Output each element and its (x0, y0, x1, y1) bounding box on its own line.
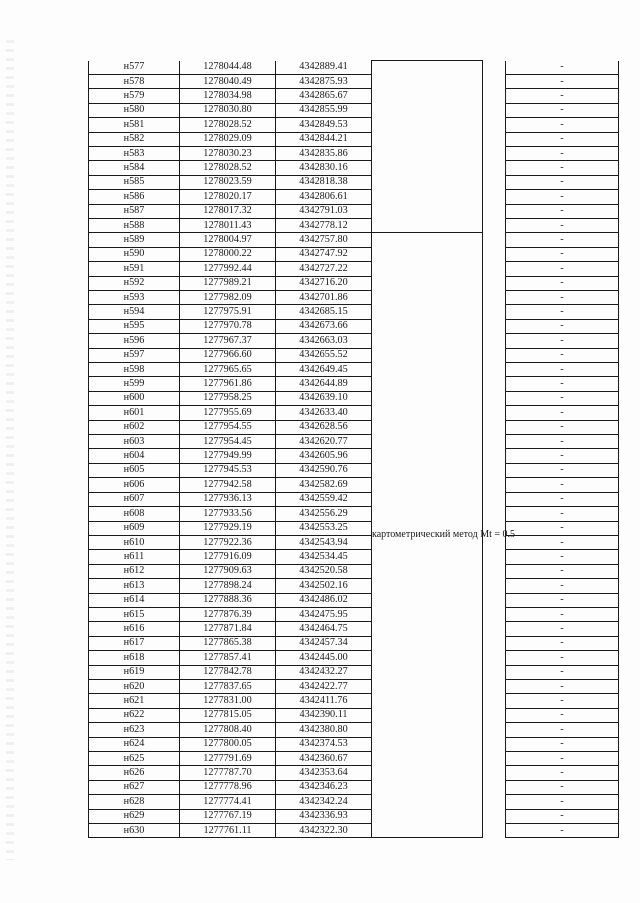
x-coordinate-cell: 1277965.65 (180, 363, 276, 377)
value-cell: - (506, 651, 619, 665)
table-row (89, 737, 619, 751)
y-coordinate-cell: 4342875.93 (276, 74, 372, 88)
value-cell: - (506, 89, 619, 103)
method-cell-top (372, 61, 483, 233)
x-coordinate-cell: 1277871.84 (180, 622, 276, 636)
value-cell: - (506, 579, 619, 593)
y-coordinate-cell: 4342520.58 (276, 564, 372, 578)
table-row (89, 766, 619, 780)
x-coordinate-cell: 1277942.58 (180, 478, 276, 492)
value-cell: - (506, 478, 619, 492)
point-id-cell: н590 (89, 247, 180, 261)
y-coordinate-cell: 4342556.29 (276, 507, 372, 521)
x-coordinate-cell: 1277909.63 (180, 564, 276, 578)
table-row (89, 74, 619, 88)
table-row (89, 435, 619, 449)
y-coordinate-cell: 4342360.67 (276, 752, 372, 766)
y-coordinate-cell: 4342639.10 (276, 391, 372, 405)
point-id-cell: н616 (89, 622, 180, 636)
table-row (89, 406, 619, 420)
y-coordinate-cell: 4342322.30 (276, 824, 372, 838)
value-cell: - (506, 593, 619, 607)
value-cell: - (506, 492, 619, 506)
value-cell: - (506, 622, 619, 636)
table-row (89, 377, 619, 391)
value-cell: - (506, 752, 619, 766)
point-id-cell: н610 (89, 535, 180, 549)
x-coordinate-cell: 1277982.09 (180, 291, 276, 305)
y-coordinate-cell: 4342432.27 (276, 665, 372, 679)
value-cell: - (506, 247, 619, 261)
table-row (89, 233, 619, 247)
y-coordinate-cell: 4342590.76 (276, 463, 372, 477)
y-coordinate-cell: 4342844.21 (276, 132, 372, 146)
value-cell: - (506, 665, 619, 679)
y-coordinate-cell: 4342475.95 (276, 607, 372, 621)
table-row (89, 708, 619, 722)
table-row (89, 118, 619, 132)
value-cell: - (506, 348, 619, 362)
point-id-cell: н595 (89, 319, 180, 333)
y-coordinate-cell: 4342757.80 (276, 233, 372, 247)
x-coordinate-cell: 1277955.69 (180, 406, 276, 420)
table-row (89, 593, 619, 607)
x-coordinate-cell: 1277961.86 (180, 377, 276, 391)
value-cell: - (506, 507, 619, 521)
table-row (89, 103, 619, 117)
x-coordinate-cell: 1277954.45 (180, 435, 276, 449)
y-coordinate-cell: 4342889.41 (276, 61, 372, 75)
x-coordinate-cell: 1277989.21 (180, 276, 276, 290)
point-id-cell: н630 (89, 824, 180, 838)
y-coordinate-cell: 4342865.67 (276, 89, 372, 103)
table-row (89, 694, 619, 708)
y-coordinate-cell: 4342559.42 (276, 492, 372, 506)
point-id-cell: н627 (89, 780, 180, 794)
y-coordinate-cell: 4342380.80 (276, 723, 372, 737)
value-cell: - (506, 146, 619, 160)
point-id-cell: н618 (89, 651, 180, 665)
y-coordinate-cell: 4342422.77 (276, 679, 372, 693)
y-coordinate-cell: 4342644.89 (276, 377, 372, 391)
value-cell: - (506, 218, 619, 232)
table-row (89, 809, 619, 823)
point-id-cell: н612 (89, 564, 180, 578)
table-row (89, 247, 619, 261)
x-coordinate-cell: 1277992.44 (180, 262, 276, 276)
y-coordinate-cell: 4342791.03 (276, 204, 372, 218)
table-row (89, 752, 619, 766)
table-row (89, 780, 619, 794)
y-coordinate-cell: 4342747.92 (276, 247, 372, 261)
table-row (89, 622, 619, 636)
x-coordinate-cell: 1277876.39 (180, 607, 276, 621)
point-id-cell: н598 (89, 363, 180, 377)
x-coordinate-cell: 1277954.55 (180, 420, 276, 434)
table-row (89, 319, 619, 333)
point-id-cell: н584 (89, 161, 180, 175)
point-id-cell: н593 (89, 291, 180, 305)
point-id-cell: н607 (89, 492, 180, 506)
table-row (89, 636, 619, 650)
point-id-cell: н611 (89, 550, 180, 564)
value-cell: - (506, 132, 619, 146)
value-cell: - (506, 795, 619, 809)
y-coordinate-cell: 4342685.15 (276, 305, 372, 319)
x-coordinate-cell: 1277837.65 (180, 679, 276, 693)
point-id-cell: н617 (89, 636, 180, 650)
x-coordinate-cell: 1278030.80 (180, 103, 276, 117)
value-cell: - (506, 319, 619, 333)
value-cell: - (506, 607, 619, 621)
point-id-cell: н613 (89, 579, 180, 593)
x-coordinate-cell: 1277967.37 (180, 334, 276, 348)
y-coordinate-cell: 4342649.45 (276, 363, 372, 377)
point-id-cell: н585 (89, 175, 180, 189)
table-row (89, 363, 619, 377)
x-coordinate-cell: 1278004.97 (180, 233, 276, 247)
table-row (89, 507, 619, 521)
x-coordinate-cell: 1277898.24 (180, 579, 276, 593)
table-row (89, 334, 619, 348)
value-cell: - (506, 535, 619, 549)
value-cell: - (506, 276, 619, 290)
x-coordinate-cell: 1278000.22 (180, 247, 276, 261)
value-cell: - (506, 550, 619, 564)
table-row (89, 132, 619, 146)
y-coordinate-cell: 4342445.00 (276, 651, 372, 665)
point-id-cell: н626 (89, 766, 180, 780)
point-id-cell: н603 (89, 435, 180, 449)
table-row (89, 204, 619, 218)
point-id-cell: н592 (89, 276, 180, 290)
x-coordinate-cell: 1278044.48 (180, 61, 276, 75)
point-id-cell: н620 (89, 679, 180, 693)
value-cell: - (506, 435, 619, 449)
value-cell: - (506, 262, 619, 276)
table-row (89, 291, 619, 305)
value-cell: - (506, 406, 619, 420)
table-row (89, 449, 619, 463)
table-row (89, 89, 619, 103)
point-id-cell: н587 (89, 204, 180, 218)
scan-edge-artifact (6, 40, 14, 860)
x-coordinate-cell: 1277865.38 (180, 636, 276, 650)
value-cell: - (506, 824, 619, 838)
point-id-cell: н588 (89, 218, 180, 232)
point-id-cell: н615 (89, 607, 180, 621)
point-id-cell: н609 (89, 521, 180, 535)
table-row (89, 665, 619, 679)
x-coordinate-cell: 1277767.19 (180, 809, 276, 823)
y-coordinate-cell: 4342628.56 (276, 420, 372, 434)
value-cell: - (506, 103, 619, 117)
value-cell: - (506, 737, 619, 751)
value-cell: - (506, 118, 619, 132)
y-coordinate-cell: 4342534.45 (276, 550, 372, 564)
point-id-cell: н591 (89, 262, 180, 276)
point-id-cell: н622 (89, 708, 180, 722)
y-coordinate-cell: 4342778.12 (276, 218, 372, 232)
y-coordinate-cell: 4342806.61 (276, 190, 372, 204)
method-cell-bottom: картометрический метод Mt = 0.5 (372, 233, 483, 838)
table-row (89, 146, 619, 160)
y-coordinate-cell: 4342464.75 (276, 622, 372, 636)
y-coordinate-cell: 4342655.52 (276, 348, 372, 362)
table-row (89, 348, 619, 362)
y-coordinate-cell: 4342457.34 (276, 636, 372, 650)
point-id-cell: н619 (89, 665, 180, 679)
point-id-cell: н586 (89, 190, 180, 204)
table-row (89, 175, 619, 189)
table-row (89, 276, 619, 290)
table-row (89, 795, 619, 809)
x-coordinate-cell: 1277970.78 (180, 319, 276, 333)
point-id-cell: н580 (89, 103, 180, 117)
point-id-cell: н601 (89, 406, 180, 420)
table-row (89, 218, 619, 232)
value-cell: - (506, 334, 619, 348)
table-row (89, 679, 619, 693)
y-coordinate-cell: 4342502.16 (276, 579, 372, 593)
x-coordinate-cell: 1277888.36 (180, 593, 276, 607)
point-id-cell: н604 (89, 449, 180, 463)
value-cell: - (506, 780, 619, 794)
table-row (89, 651, 619, 665)
point-id-cell: н577 (89, 61, 180, 75)
table-row (89, 579, 619, 593)
x-coordinate-cell: 1277842.78 (180, 665, 276, 679)
table-row (89, 463, 619, 477)
point-id-cell: н594 (89, 305, 180, 319)
table-row (89, 391, 619, 405)
value-cell: - (506, 305, 619, 319)
x-coordinate-cell: 1278020.17 (180, 190, 276, 204)
x-coordinate-cell: 1277815.05 (180, 708, 276, 722)
y-coordinate-cell: 4342818.38 (276, 175, 372, 189)
value-cell: - (506, 694, 619, 708)
table-row (89, 607, 619, 621)
x-coordinate-cell: 1277831.00 (180, 694, 276, 708)
x-coordinate-cell: 1277800.05 (180, 737, 276, 751)
point-id-cell: н581 (89, 118, 180, 132)
x-coordinate-cell: 1277791.69 (180, 752, 276, 766)
value-cell: - (506, 521, 619, 535)
y-coordinate-cell: 4342605.96 (276, 449, 372, 463)
point-id-cell: н605 (89, 463, 180, 477)
x-coordinate-cell: 1278040.49 (180, 74, 276, 88)
value-cell: - (506, 175, 619, 189)
x-coordinate-cell: 1277808.40 (180, 723, 276, 737)
y-coordinate-cell: 4342835.86 (276, 146, 372, 160)
y-coordinate-cell: 4342346.23 (276, 780, 372, 794)
x-coordinate-cell: 1277949.99 (180, 449, 276, 463)
point-id-cell: н589 (89, 233, 180, 247)
point-id-cell: н579 (89, 89, 180, 103)
table-row (89, 262, 619, 276)
point-id-cell: н583 (89, 146, 180, 160)
x-coordinate-cell: 1278028.52 (180, 118, 276, 132)
x-coordinate-cell: 1277857.41 (180, 651, 276, 665)
x-coordinate-cell: 1277933.56 (180, 507, 276, 521)
coordinates-table-body (89, 61, 619, 838)
x-coordinate-cell: 1277945.53 (180, 463, 276, 477)
point-id-cell: н614 (89, 593, 180, 607)
y-coordinate-cell: 4342830.16 (276, 161, 372, 175)
point-id-cell: н624 (89, 737, 180, 751)
point-id-cell: н578 (89, 74, 180, 88)
y-coordinate-cell: 4342582.69 (276, 478, 372, 492)
value-cell: - (506, 679, 619, 693)
value-cell: - (506, 74, 619, 88)
y-coordinate-cell: 4342620.77 (276, 435, 372, 449)
y-coordinate-cell: 4342855.99 (276, 103, 372, 117)
point-id-cell: н599 (89, 377, 180, 391)
y-coordinate-cell: 4342390.11 (276, 708, 372, 722)
value-cell: - (506, 363, 619, 377)
y-coordinate-cell: 4342336.93 (276, 809, 372, 823)
table-row (89, 521, 619, 535)
table-row (89, 723, 619, 737)
x-coordinate-cell: 1277936.13 (180, 492, 276, 506)
y-coordinate-cell: 4342353.64 (276, 766, 372, 780)
y-coordinate-cell: 4342701.86 (276, 291, 372, 305)
x-coordinate-cell: 1278028.52 (180, 161, 276, 175)
table-row (89, 420, 619, 434)
y-coordinate-cell: 4342342.24 (276, 795, 372, 809)
value-cell: - (506, 463, 619, 477)
table-row (89, 305, 619, 319)
x-coordinate-cell: 1277975.91 (180, 305, 276, 319)
table-row (89, 564, 619, 578)
y-coordinate-cell: 4342374.53 (276, 737, 372, 751)
point-id-cell: н606 (89, 478, 180, 492)
value-cell: - (506, 564, 619, 578)
point-id-cell: н621 (89, 694, 180, 708)
y-coordinate-cell: 4342727.22 (276, 262, 372, 276)
y-coordinate-cell: 4342673.66 (276, 319, 372, 333)
y-coordinate-cell: 4342553.25 (276, 521, 372, 535)
x-coordinate-cell: 1277958.25 (180, 391, 276, 405)
point-id-cell: н608 (89, 507, 180, 521)
table-row (89, 492, 619, 506)
y-coordinate-cell: 4342633.40 (276, 406, 372, 420)
value-cell: - (506, 708, 619, 722)
value-cell: - (506, 377, 619, 391)
x-coordinate-cell: 1277966.60 (180, 348, 276, 362)
value-cell: - (506, 391, 619, 405)
value-cell: - (506, 636, 619, 650)
value-cell: - (506, 161, 619, 175)
x-coordinate-cell: 1278017.32 (180, 204, 276, 218)
value-cell: - (506, 420, 619, 434)
point-id-cell: н625 (89, 752, 180, 766)
y-coordinate-cell: 4342543.94 (276, 535, 372, 549)
y-coordinate-cell: 4342716.20 (276, 276, 372, 290)
table-row (89, 478, 619, 492)
y-coordinate-cell: 4342486.02 (276, 593, 372, 607)
x-coordinate-cell: 1277787.70 (180, 766, 276, 780)
point-id-cell: н597 (89, 348, 180, 362)
x-coordinate-cell: 1277929.19 (180, 521, 276, 535)
column-gap (483, 61, 506, 838)
x-coordinate-cell: 1277916.09 (180, 550, 276, 564)
coordinates-table (88, 60, 619, 838)
value-cell: - (506, 291, 619, 305)
point-id-cell: н629 (89, 809, 180, 823)
x-coordinate-cell: 1278023.59 (180, 175, 276, 189)
value-cell: - (506, 766, 619, 780)
point-id-cell: н602 (89, 420, 180, 434)
table-row (89, 190, 619, 204)
x-coordinate-cell: 1277761.11 (180, 824, 276, 838)
value-cell: - (506, 723, 619, 737)
value-cell: - (506, 449, 619, 463)
value-cell: - (506, 61, 619, 75)
x-coordinate-cell: 1278011.43 (180, 218, 276, 232)
y-coordinate-cell: 4342411.76 (276, 694, 372, 708)
table-row (89, 535, 619, 549)
x-coordinate-cell: 1278030.23 (180, 146, 276, 160)
table-row (89, 161, 619, 175)
x-coordinate-cell: 1277774.41 (180, 795, 276, 809)
y-coordinate-cell: 4342663.03 (276, 334, 372, 348)
table-row (89, 824, 619, 838)
value-cell: - (506, 233, 619, 247)
x-coordinate-cell: 1277778.96 (180, 780, 276, 794)
x-coordinate-cell: 1278029.09 (180, 132, 276, 146)
value-cell: - (506, 204, 619, 218)
point-id-cell: н600 (89, 391, 180, 405)
point-id-cell: н623 (89, 723, 180, 737)
value-cell: - (506, 190, 619, 204)
x-coordinate-cell: 1277922.36 (180, 535, 276, 549)
table-row (89, 61, 619, 75)
point-id-cell: н628 (89, 795, 180, 809)
value-cell: - (506, 809, 619, 823)
x-coordinate-cell: 1278034.98 (180, 89, 276, 103)
point-id-cell: н582 (89, 132, 180, 146)
y-coordinate-cell: 4342849.53 (276, 118, 372, 132)
table-row (89, 550, 619, 564)
point-id-cell: н596 (89, 334, 180, 348)
